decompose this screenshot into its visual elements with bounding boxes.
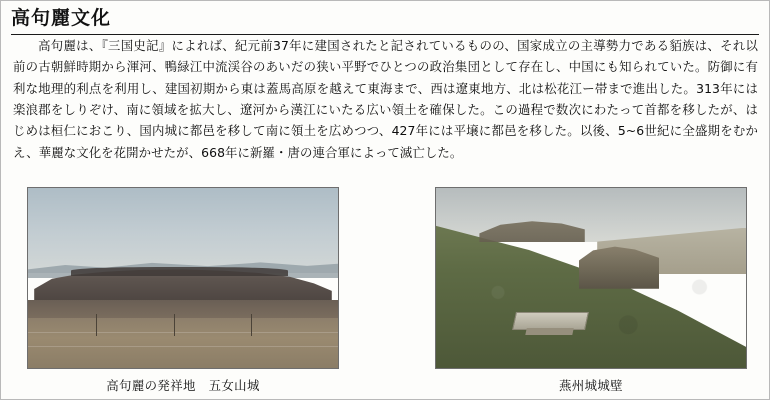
body-paragraph: 高句麗は、『三国史記』によれば、紀元前37年に建国されたと記されているものの、国家成立の主導勢力である貊族は、それ以前の古朝鮮時期から渾河、鴨緑江中流渓谷のあいだの狭い平野でひとつの政治集団として存在し、中国にも知られていた。防御に有利な地理的利点を利用し、建国初期から東は蓋馬高原を越えて東海まで、西は遼東地方、北は松花江ー帯まで進出した。313年には楽浪郡をしりぞけ、南に領域を拡大し、遼河から漢江にいたる広い領土を確保した。この過程で数次にわたって首都を移したが、はじめは桓仁におこり、国内城に都邑を移して南に領土を広めつつ、427年には平壌に都邑を移した。以後、5~6世紀に全盛期をむかえ、華麗な文化を花開かせたが、668年に新羅・唐の連合軍によって滅亡した。 — [13, 38, 758, 160]
photo1-pole — [96, 314, 97, 336]
figure-caption: 燕州城城壁 — [559, 378, 623, 393]
figure-caption: 高句麗の発祥地 五女山城 — [106, 378, 260, 393]
photo1-cliff-top — [71, 267, 288, 276]
photo1-sky — [28, 188, 338, 273]
photo1-pole — [251, 314, 252, 336]
photo1-field-line — [28, 332, 338, 333]
figure-yanzhou-fortress-wall — [435, 187, 747, 394]
photo-wunu-mountain-fortress — [27, 187, 339, 369]
photo2-grass-texture — [436, 260, 746, 368]
photo1-field — [28, 318, 338, 368]
photo1-pole — [174, 314, 175, 336]
photo1-field-line — [28, 346, 338, 347]
photo2-flat-stone-shadow — [525, 328, 573, 335]
figure-wunu-mountain-fortress — [27, 187, 339, 394]
page-title: 高句麗文化 — [11, 7, 112, 29]
page-title-block — [11, 7, 759, 35]
figure-row — [27, 187, 747, 394]
photo-yanzhou-fortress-wall — [435, 187, 747, 369]
